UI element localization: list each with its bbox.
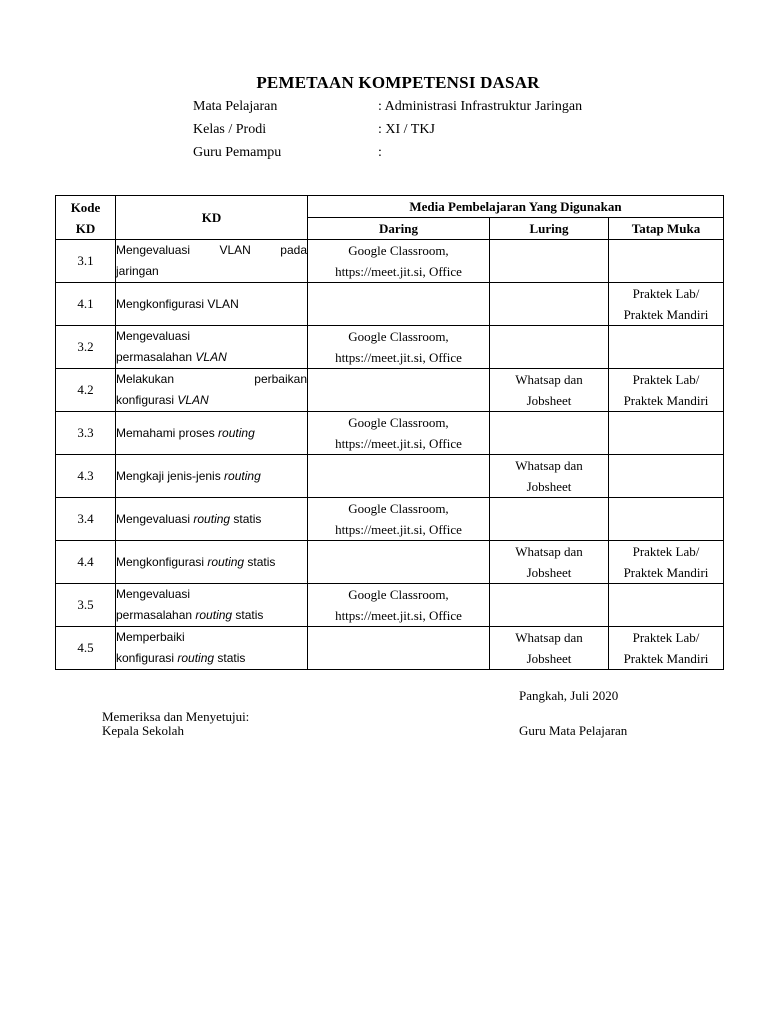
tatap-muka-cell xyxy=(609,326,724,369)
media-text: Praktek Mandiri xyxy=(623,651,709,666)
header-kd: KD xyxy=(116,196,308,240)
kd-line xyxy=(116,509,307,530)
media-text: https://meet.jit.si, Office xyxy=(335,436,462,451)
kd-term: VLAN xyxy=(195,350,227,364)
media-text: Google Classroom, xyxy=(348,501,449,516)
kd-line xyxy=(116,390,307,411)
tatap-muka-cell xyxy=(609,627,724,670)
meta-value: : Administrasi Infrastruktur Jaringan xyxy=(378,99,583,114)
kd-term: routing xyxy=(207,554,245,569)
kd-line xyxy=(116,240,307,261)
meta-label: Mata Pelajaran xyxy=(193,99,278,114)
tatap-muka-cell xyxy=(609,584,724,627)
kd-line xyxy=(116,627,307,648)
kd-line xyxy=(116,347,307,368)
media-text: Jobsheet xyxy=(526,651,572,666)
kode-cell: 3.3 xyxy=(56,412,116,455)
luring-cell xyxy=(490,412,609,455)
kd-line xyxy=(116,552,307,573)
kd-term: routing xyxy=(224,468,261,483)
media-text: Whatsap dan xyxy=(515,630,583,645)
luring-cell xyxy=(490,498,609,541)
kd-cell xyxy=(116,326,308,369)
media-text: Google Classroom, xyxy=(348,329,449,344)
luring-cell xyxy=(490,326,609,369)
daring-cell xyxy=(308,627,490,670)
luring-cell xyxy=(490,369,609,412)
kd-text: permasalahan xyxy=(116,608,196,622)
header-luring: Luring xyxy=(490,218,609,240)
kd-text: Memahami proses xyxy=(116,425,219,440)
table-row xyxy=(56,627,724,670)
table-row xyxy=(56,498,724,541)
luring-cell xyxy=(490,283,609,326)
kode-cell: 3.1 xyxy=(56,240,116,283)
daring-cell xyxy=(308,412,490,455)
daring-cell xyxy=(308,498,490,541)
kode-cell: 4.1 xyxy=(56,283,116,326)
kd-line xyxy=(116,369,307,390)
media-text: https://meet.jit.si, Office xyxy=(335,350,462,365)
kd-cell xyxy=(116,541,308,584)
daring-cell xyxy=(308,240,490,283)
tatap-muka-cell xyxy=(609,541,724,584)
kd-line xyxy=(116,466,307,487)
document-title: PEMETAAN KOMPETENSI DASAR xyxy=(256,73,540,92)
kode-cell: 3.4 xyxy=(56,498,116,541)
kd-term: routing xyxy=(195,608,233,622)
daring-cell xyxy=(308,584,490,627)
kd-mapping-table xyxy=(55,195,724,670)
media-text: Google Classroom, xyxy=(348,415,449,430)
table-row xyxy=(56,584,724,627)
table-row xyxy=(56,240,724,283)
meta-value: : XI / TKJ xyxy=(378,122,435,137)
luring-cell xyxy=(490,455,609,498)
kd-text: statis xyxy=(244,554,276,569)
header-kode-kd xyxy=(56,196,116,240)
kd-line xyxy=(116,605,307,626)
kd-text: konfigurasi xyxy=(116,393,178,407)
media-text: Whatsap dan xyxy=(515,458,583,473)
kd-text: statis xyxy=(232,608,264,622)
daring-cell xyxy=(308,326,490,369)
meta-label: Guru Pemampu xyxy=(193,145,282,160)
tatap-muka-cell xyxy=(609,283,724,326)
kd-text: Mengevaluasi xyxy=(116,329,191,343)
kode-cell: 3.5 xyxy=(56,584,116,627)
header-kode-line: Kode xyxy=(70,199,101,215)
kd-text: Melakukan perbaikan xyxy=(116,372,307,386)
table-row xyxy=(56,541,724,584)
table-row xyxy=(56,326,724,369)
media-text: Praktek Lab/ xyxy=(632,372,700,387)
header-daring: Daring xyxy=(308,218,490,240)
header-tatap-muka: Tatap Muka xyxy=(609,218,724,240)
meta-value: : xyxy=(378,145,382,160)
kd-line xyxy=(116,423,307,444)
place-date: Pangkah, Juli 2020 xyxy=(519,688,619,703)
kd-cell xyxy=(116,584,308,627)
header-media: Media Pembelajaran Yang Digunakan xyxy=(308,196,724,218)
kd-text: konfigurasi xyxy=(116,651,178,665)
kd-term: VLAN xyxy=(177,393,209,407)
meta-label: Kelas / Prodi xyxy=(193,122,267,137)
media-text: Jobsheet xyxy=(526,565,572,580)
header-kd-line: KD xyxy=(75,220,96,236)
kode-cell: 4.3 xyxy=(56,455,116,498)
teacher-label: Guru Mata Pelajaran xyxy=(519,723,628,738)
kd-line xyxy=(116,294,307,315)
kd-line xyxy=(116,584,307,605)
media-text: https://meet.jit.si, Office xyxy=(335,608,462,623)
kd-line xyxy=(116,261,307,282)
kd-cell xyxy=(116,283,308,326)
kode-cell: 4.5 xyxy=(56,627,116,670)
media-text: Praktek Lab/ xyxy=(632,630,700,645)
media-text: https://meet.jit.si, Office xyxy=(335,522,462,537)
table-body xyxy=(56,240,724,670)
luring-cell xyxy=(490,541,609,584)
media-text: Google Classroom, xyxy=(348,587,449,602)
luring-cell xyxy=(490,240,609,283)
media-text: Whatsap dan xyxy=(515,372,583,387)
approval-label: Memeriksa dan Menyetujui: xyxy=(102,709,250,724)
kd-text: Mengkaji jenis-jenis xyxy=(116,468,225,483)
daring-cell xyxy=(308,369,490,412)
table-row xyxy=(56,412,724,455)
headmaster-label: Kepala Sekolah xyxy=(102,723,184,738)
daring-cell xyxy=(308,541,490,584)
luring-cell xyxy=(490,627,609,670)
kd-text: statis xyxy=(230,511,262,526)
kd-term: routing xyxy=(177,651,215,665)
media-text: Jobsheet xyxy=(526,393,572,408)
media-text: Praktek Lab/ xyxy=(632,286,700,301)
media-text: Praktek Mandiri xyxy=(623,307,709,322)
kd-line xyxy=(116,326,307,347)
kd-text: Memperbaiki xyxy=(116,630,185,644)
daring-cell xyxy=(308,455,490,498)
kd-text: statis xyxy=(214,651,246,665)
kd-line xyxy=(116,648,307,669)
tatap-muka-cell xyxy=(609,240,724,283)
kd-cell xyxy=(116,455,308,498)
daring-cell xyxy=(308,283,490,326)
kd-text: Mengkonfigurasi xyxy=(116,554,208,569)
media-text: Google Classroom, xyxy=(348,243,449,258)
kd-text: Mengevaluasi VLAN pada xyxy=(116,243,307,257)
kd-cell xyxy=(116,240,308,283)
kd-text: jaringan xyxy=(116,264,159,278)
kd-text: permasalahan xyxy=(116,350,196,364)
kd-cell xyxy=(116,498,308,541)
tatap-muka-cell xyxy=(609,498,724,541)
media-text: Praktek Mandiri xyxy=(623,565,709,580)
kd-cell xyxy=(116,412,308,455)
kode-cell: 4.2 xyxy=(56,369,116,412)
kd-text: Mengevaluasi xyxy=(116,587,191,601)
luring-cell xyxy=(490,584,609,627)
kd-text: Mengevaluasi xyxy=(116,511,194,526)
media-text: Whatsap dan xyxy=(515,544,583,559)
table-row xyxy=(56,369,724,412)
table-row xyxy=(56,455,724,498)
media-text: Jobsheet xyxy=(526,479,572,494)
media-text: Praktek Mandiri xyxy=(623,393,709,408)
kd-text: Mengkonfigurasi VLAN xyxy=(116,296,239,311)
kd-cell xyxy=(116,369,308,412)
media-text: Praktek Lab/ xyxy=(632,544,700,559)
tatap-muka-cell xyxy=(609,455,724,498)
kode-cell: 4.4 xyxy=(56,541,116,584)
kd-term: routing xyxy=(218,425,255,440)
kd-cell xyxy=(116,627,308,670)
kode-cell: 3.2 xyxy=(56,326,116,369)
kd-term: routing xyxy=(193,511,231,526)
tatap-muka-cell xyxy=(609,412,724,455)
table-row xyxy=(56,283,724,326)
tatap-muka-cell xyxy=(609,369,724,412)
media-text: https://meet.jit.si, Office xyxy=(335,264,462,279)
